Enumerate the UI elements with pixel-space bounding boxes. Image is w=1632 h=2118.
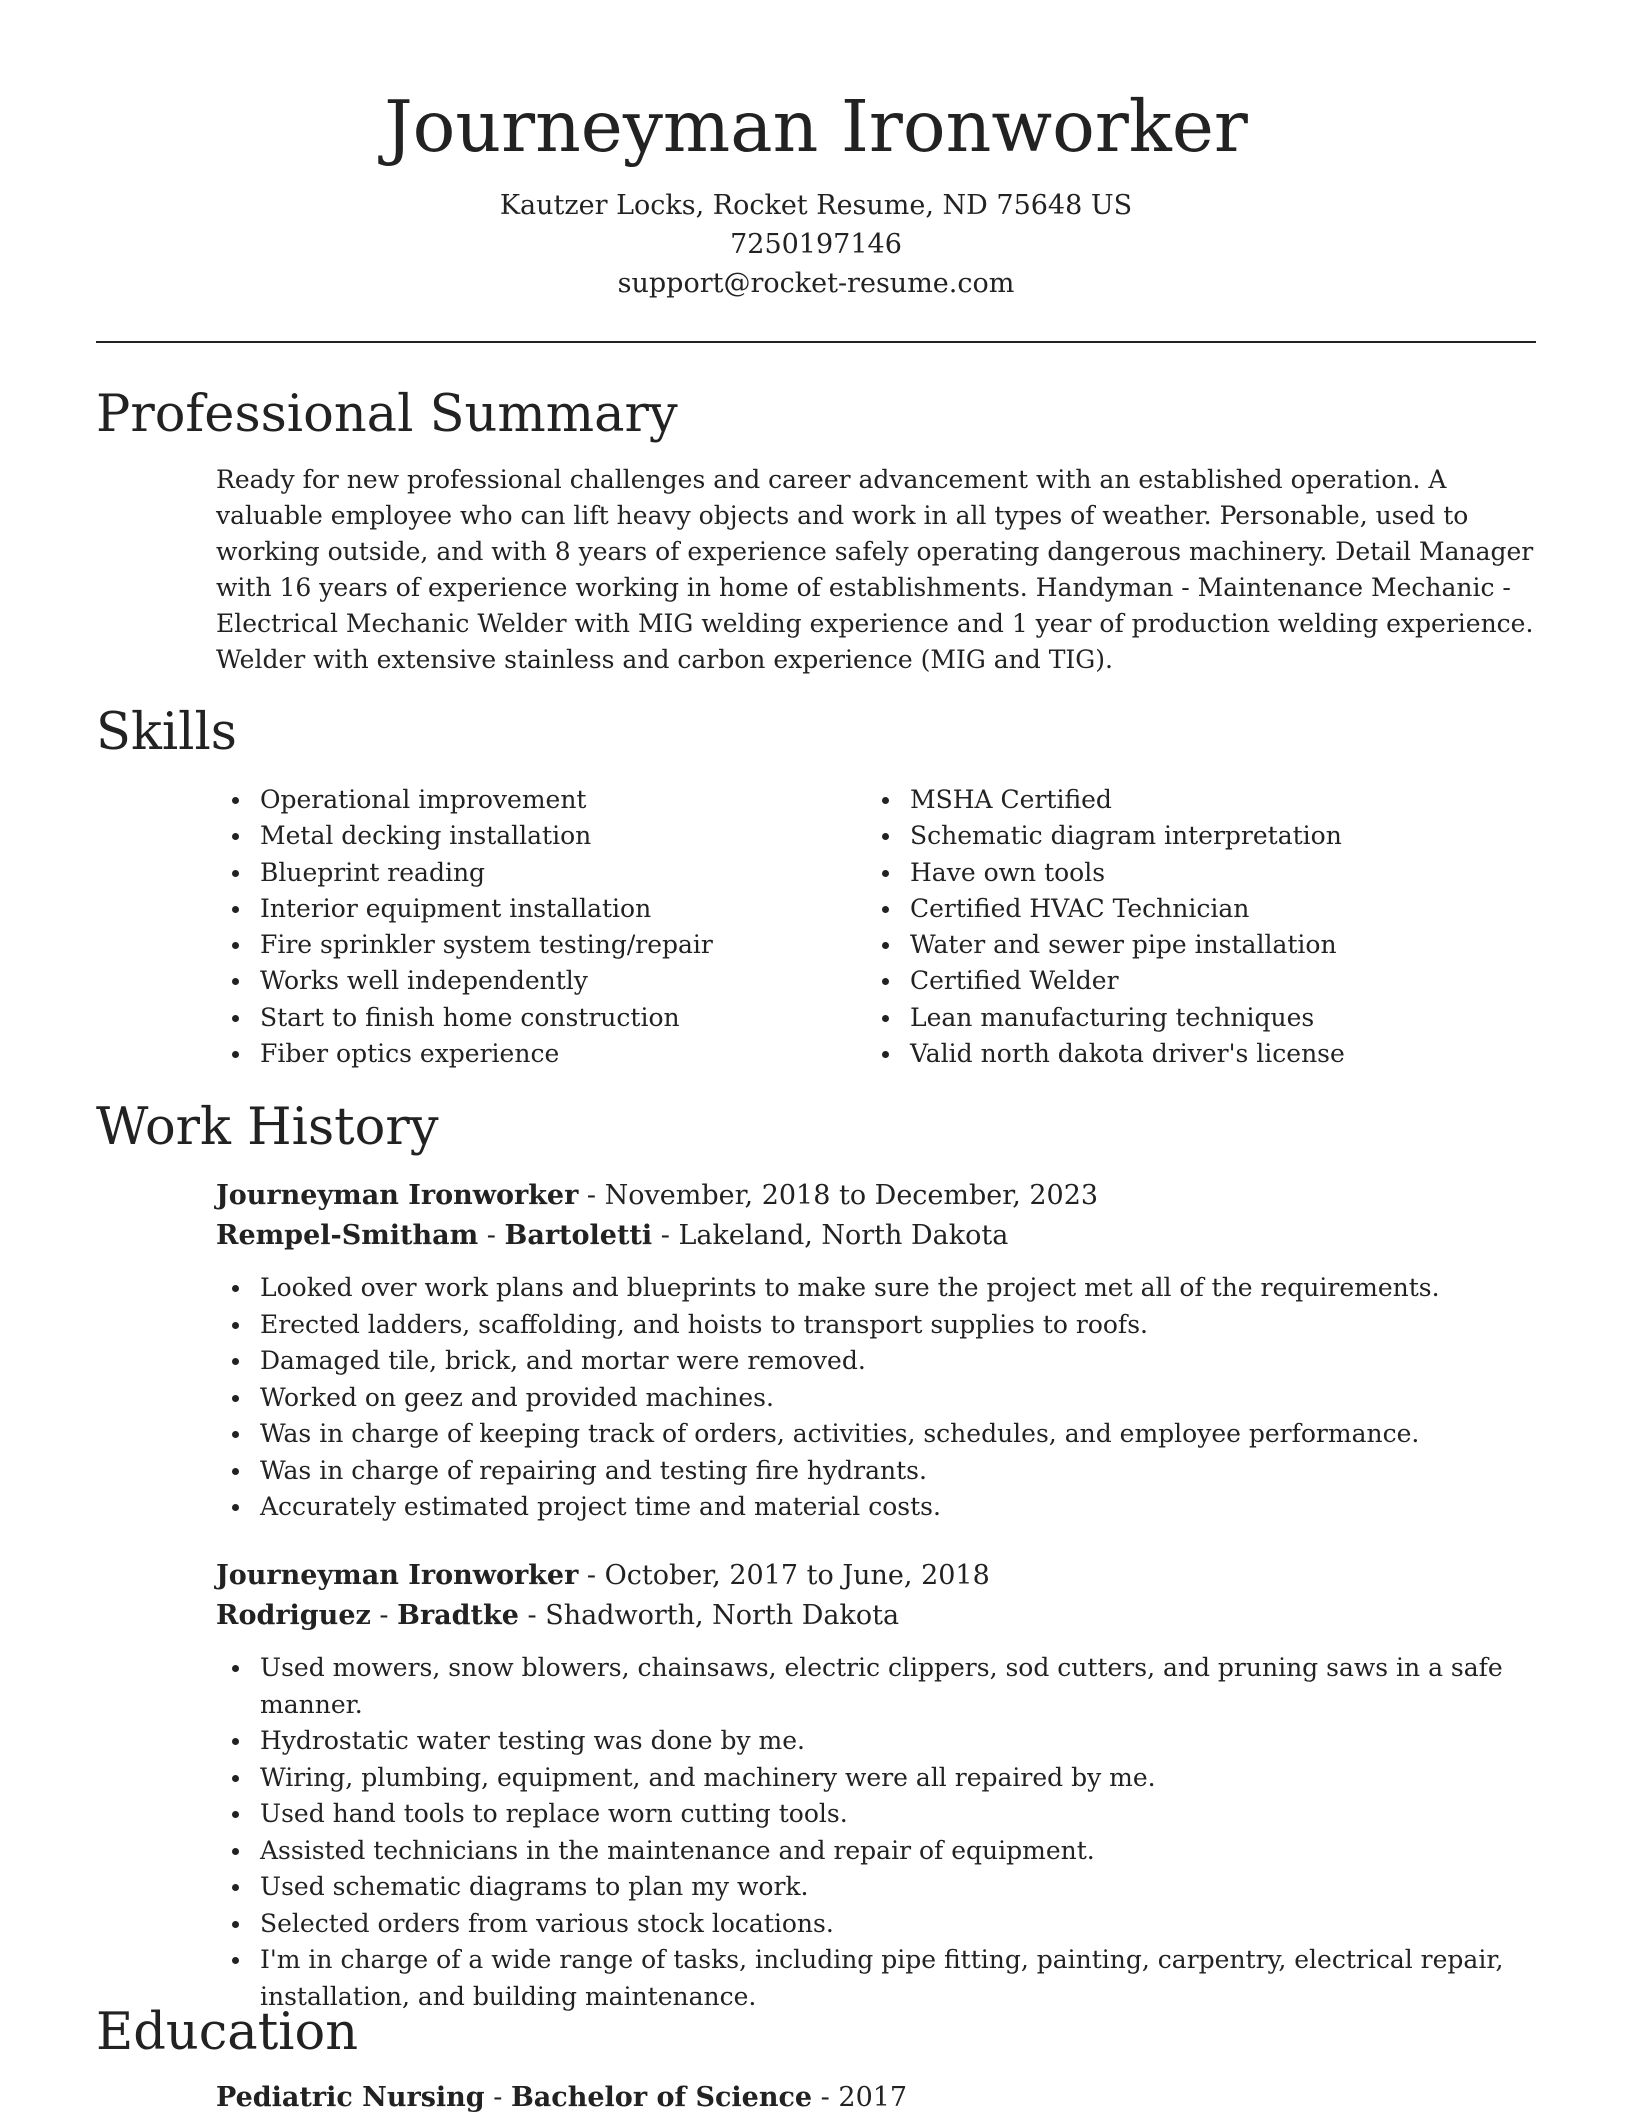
header-divider (96, 341, 1536, 343)
list-item: Accurately estimated project time and material costs. (260, 1489, 1546, 1526)
job-position: Journeyman Ironworker (216, 1560, 579, 1591)
list-item: Assisted technicians in the maintenance and repair of equipment. (260, 1833, 1546, 1870)
list-item: Was in charge of repairing and testing fire hydrants. (260, 1453, 1546, 1490)
list-item: Lean manufacturing techniques (910, 1000, 1506, 1036)
job-company: Rempel-Smitham (216, 1220, 479, 1251)
job-location: Shadworth, North Dakota (545, 1600, 900, 1631)
list-item: Valid north dakota driver's license (910, 1036, 1506, 1072)
job-dates: November, 2018 to December, 2023 (604, 1180, 1099, 1211)
list-item: Certified Welder (910, 963, 1506, 999)
phone: 7250197146 (730, 229, 902, 260)
list-item: Schematic diagram interpretation (910, 818, 1506, 854)
list-item: Looked over work plans and blueprints to make sure the project met all of the requirements. (260, 1270, 1546, 1307)
candidate-name: Journeyman Ironworker (384, 85, 1248, 168)
list-item: MSHA Certified (910, 782, 1506, 818)
education-entry: Pediatric Nursing - Bachelor of Science - 2017 (216, 2082, 908, 2113)
job-position: Journeyman Ironworker (216, 1180, 579, 1211)
work-history-heading: Work History (96, 1098, 439, 1157)
contact-block (0, 186, 1632, 303)
job-company-secondary: Bradtke (397, 1600, 519, 1631)
job-entry (216, 1176, 1546, 1526)
job-title-line: Journeyman Ironworker - October, 2017 to June, 2018 (216, 1560, 990, 1591)
list-item: Blueprint reading (260, 855, 856, 891)
resume-header (0, 82, 1632, 303)
list-item: Used hand tools to replace worn cutting tools. (260, 1796, 1546, 1833)
list-item: Wiring, plumbing, equipment, and machinery were all repaired by me. (260, 1760, 1546, 1797)
list-item: Interior equipment installation (260, 891, 856, 927)
education-heading: Education (96, 2003, 359, 2062)
job-entry (216, 1556, 1546, 2015)
list-item: Works well independently (260, 963, 856, 999)
job-bullets (216, 1270, 1546, 1526)
job-dates: October, 2017 to June, 2018 (604, 1560, 990, 1591)
email: support@rocket-resume.com (617, 268, 1015, 299)
skills-heading: Skills (96, 703, 237, 762)
list-item: Operational improvement (260, 782, 856, 818)
skills-list-left (216, 782, 856, 1072)
list-item: Used mowers, snow blowers, chainsaws, electric clippers, sod cutters, and pruning saws in a safe manner. (260, 1650, 1546, 1723)
list-item: Have own tools (910, 855, 1506, 891)
address: Kautzer Locks, Rocket Resume, ND 75648 US (499, 190, 1133, 221)
skills-column-left (216, 782, 856, 1072)
list-item: Water and sewer pipe installation (910, 927, 1506, 963)
job-title-line: Journeyman Ironworker - November, 2018 to December, 2023 (216, 1180, 1099, 1211)
job-location: Lakeland, North Dakota (678, 1220, 1009, 1251)
list-item: Fiber optics experience (260, 1036, 856, 1072)
list-item: Metal decking installation (260, 818, 856, 854)
list-item: Start to finish home construction (260, 1000, 856, 1036)
skills-list-right (866, 782, 1506, 1072)
list-item: Erected ladders, scaffolding, and hoists to transport supplies to roofs. (260, 1307, 1546, 1344)
job-bullets (216, 1650, 1546, 2015)
list-item: Selected orders from various stock locations. (260, 1906, 1546, 1943)
summary-text: Ready for new professional challenges and career advancement with an established operation. A valuable employee who can lift heavy objects and work in all types of weather. Personable, used to working outside, and with 8 years of experience safely operating dangerous machinery. Detail Manager with 16 years of experience working in home of establishments. Handyman - Maintenance Mechanic - Electrical Mechanic Welder with MIG welding experience and 1 year of production welding experience. Welder with extensive stainless and carbon experience (MIG and TIG). (216, 465, 1534, 674)
job-company-line: Rempel-Smitham - Bartoletti - Lakeland, North Dakota (216, 1220, 1009, 1251)
list-item: Fire sprinkler system testing/repair (260, 927, 856, 963)
list-item: Damaged tile, brick, and mortar were removed. (260, 1343, 1546, 1380)
job-company: Rodriguez (216, 1600, 371, 1631)
list-item: I'm in charge of a wide range of tasks, including pipe fitting, painting, carpentry, electrical repair, installation, and building maintenance. (260, 1942, 1546, 2015)
job-company-line: Rodriguez - Bradtke - Shadworth, North Dakota (216, 1600, 900, 1631)
list-item: Certified HVAC Technician (910, 891, 1506, 927)
education-field: Pediatric Nursing (216, 2082, 485, 2113)
education-year: 2017 (838, 2082, 908, 2113)
education-degree: Bachelor of Science (510, 2082, 813, 2113)
job-company-secondary: Bartoletti (504, 1220, 653, 1251)
list-item: Was in charge of keeping track of orders, activities, schedules, and employee performance. (260, 1416, 1546, 1453)
summary-heading: Professional Summary (96, 385, 678, 444)
list-item: Used schematic diagrams to plan my work. (260, 1869, 1546, 1906)
list-item: Hydrostatic water testing was done by me. (260, 1723, 1546, 1760)
skills-column-right (866, 782, 1506, 1072)
list-item: Worked on geez and provided machines. (260, 1380, 1546, 1417)
